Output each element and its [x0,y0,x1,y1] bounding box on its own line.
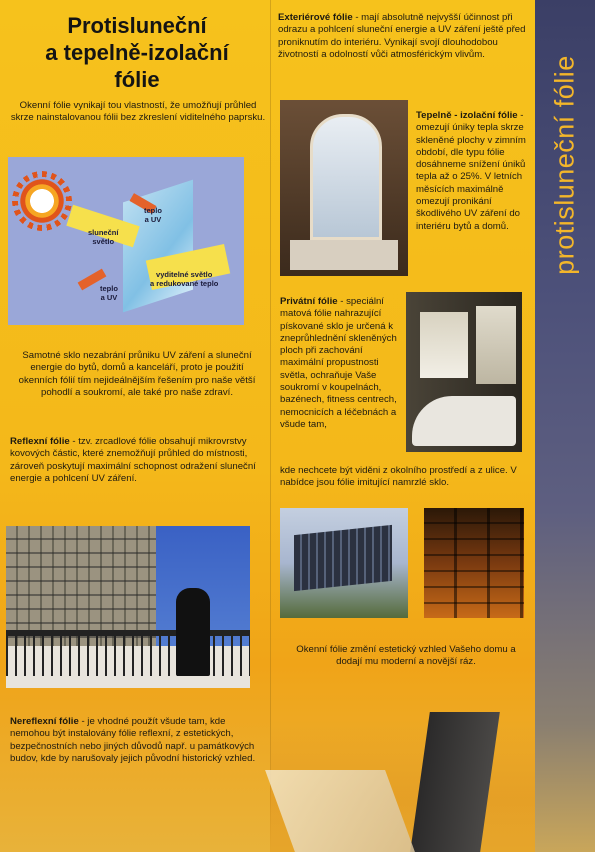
nonreflex-paragraph [10,716,262,765]
title-line-2: a tepelně-izolační [45,40,229,65]
nonreflex-text: - je vhodné použít všude tam, kde nemohou být instalovány fólie reflexní, z estetických, bezpečnostních nebo jiných důvodů např. u památkových budov, kde by narušovaly jejich původní historický vzhled. [10,716,256,764]
bathroom-photo [406,292,522,452]
title-line-3: fólie [114,67,160,92]
privacy-heading: Privátní fólie [280,296,338,307]
arched-window [310,114,382,240]
bathtub [412,396,516,446]
man-figure [176,588,210,676]
privacy-text: - speciální matová fólie nahrazující pískované sklo je určená k zneprůhlednění skleněných ploch při zachování maximální propustnosti světla, ochraňuje Vaše soukromí v koupelnách, bazénech, fitness centrech, nemocnicích a léčebnách a všude tam, [280,296,397,430]
aesthetic-text: Okenní fólie změní estetický vzhled Vašeho domu a dodají mu moderní a novější ráz. [296,644,516,668]
privacy-paragraph-cont: kde nechcete být viděni z okolního prostředí a z ulice. V nabídce jsou fólie imitující namrzlé sklo. [280,465,517,489]
intro-text: Okenní fólie vynikají tou vlastností, že umožňují průhled skrze nainstalovanou fólii bez zkreslení viditelného paprsku. [10,100,266,124]
thermal-text: - omezují úniky tepla skrze skleněné plochy v zimním období, dle typu fólie dosáhneme snížení úniků tepla až o 25%. V letních měsících maximálně omezují pronikání škodlivého UV záření do interiéru bytů a domů. [416,110,526,232]
label-heat-uv-bottom: teplo a UV [100,284,118,302]
exterior-heading: Exteriérové fólie [278,12,353,23]
label-sunlight: sluneční světlo [88,228,119,246]
exterior-paragraph [278,12,530,61]
interior-photo [280,100,408,276]
thermal-heading: Tepelně - izolační fólie [416,110,518,121]
glass-paragraph: Samotné sklo nezabrání průniku UV záření a sluneční energie do bytů, domů a kanceláří, proto je použití okenních fólií tím nejideálnějším řešením pro naše větší pohodlí a soukromí, ale také pro naše zdraví. [18,350,256,398]
side-strip [535,0,595,852]
reflex-photo [6,526,250,688]
side-title-text: protisluneční fólie [549,55,580,275]
exterior-text: - mají absolutně nejvyšší účinnost při odrazu a pohlcení sluneční energie a UV záření ještě před proniknutím do interiéru. Vynikají svojí dlouhodobou životností a odolností vůči atmosférickým vlivům. [278,12,526,60]
page-title [8,12,266,93]
left-column [0,0,270,852]
label-visible-light: vyditelné světlo a redukované teplo [150,270,219,288]
modern-building-photo [280,508,408,618]
sunlight-diagram [8,157,244,325]
furniture [290,240,398,270]
reflex-paragraph [10,436,262,485]
privacy-paragraph [280,296,404,431]
reflex-heading: Reflexní fólie [10,436,70,447]
sun-icon [16,175,68,227]
reflex-text: - tzv. zrcadlové fólie obsahují mikrovrstvy kovových částic, které znemožňují průhled do místnosti, zároveň poskytují maximální schopnost odražení sluneční energie a pohlcení UV záření. [10,436,256,484]
tinted-facade-photo [424,508,524,618]
frosted-window [420,312,468,378]
nonreflex-heading: Nereflexní fólie [10,716,79,727]
thermal-paragraph [416,110,528,233]
side-title [535,0,595,330]
glass-building [294,525,392,591]
label-heat-uv-top: teplo a UV [144,206,162,224]
title-line-1: Protisluneční [67,13,207,38]
